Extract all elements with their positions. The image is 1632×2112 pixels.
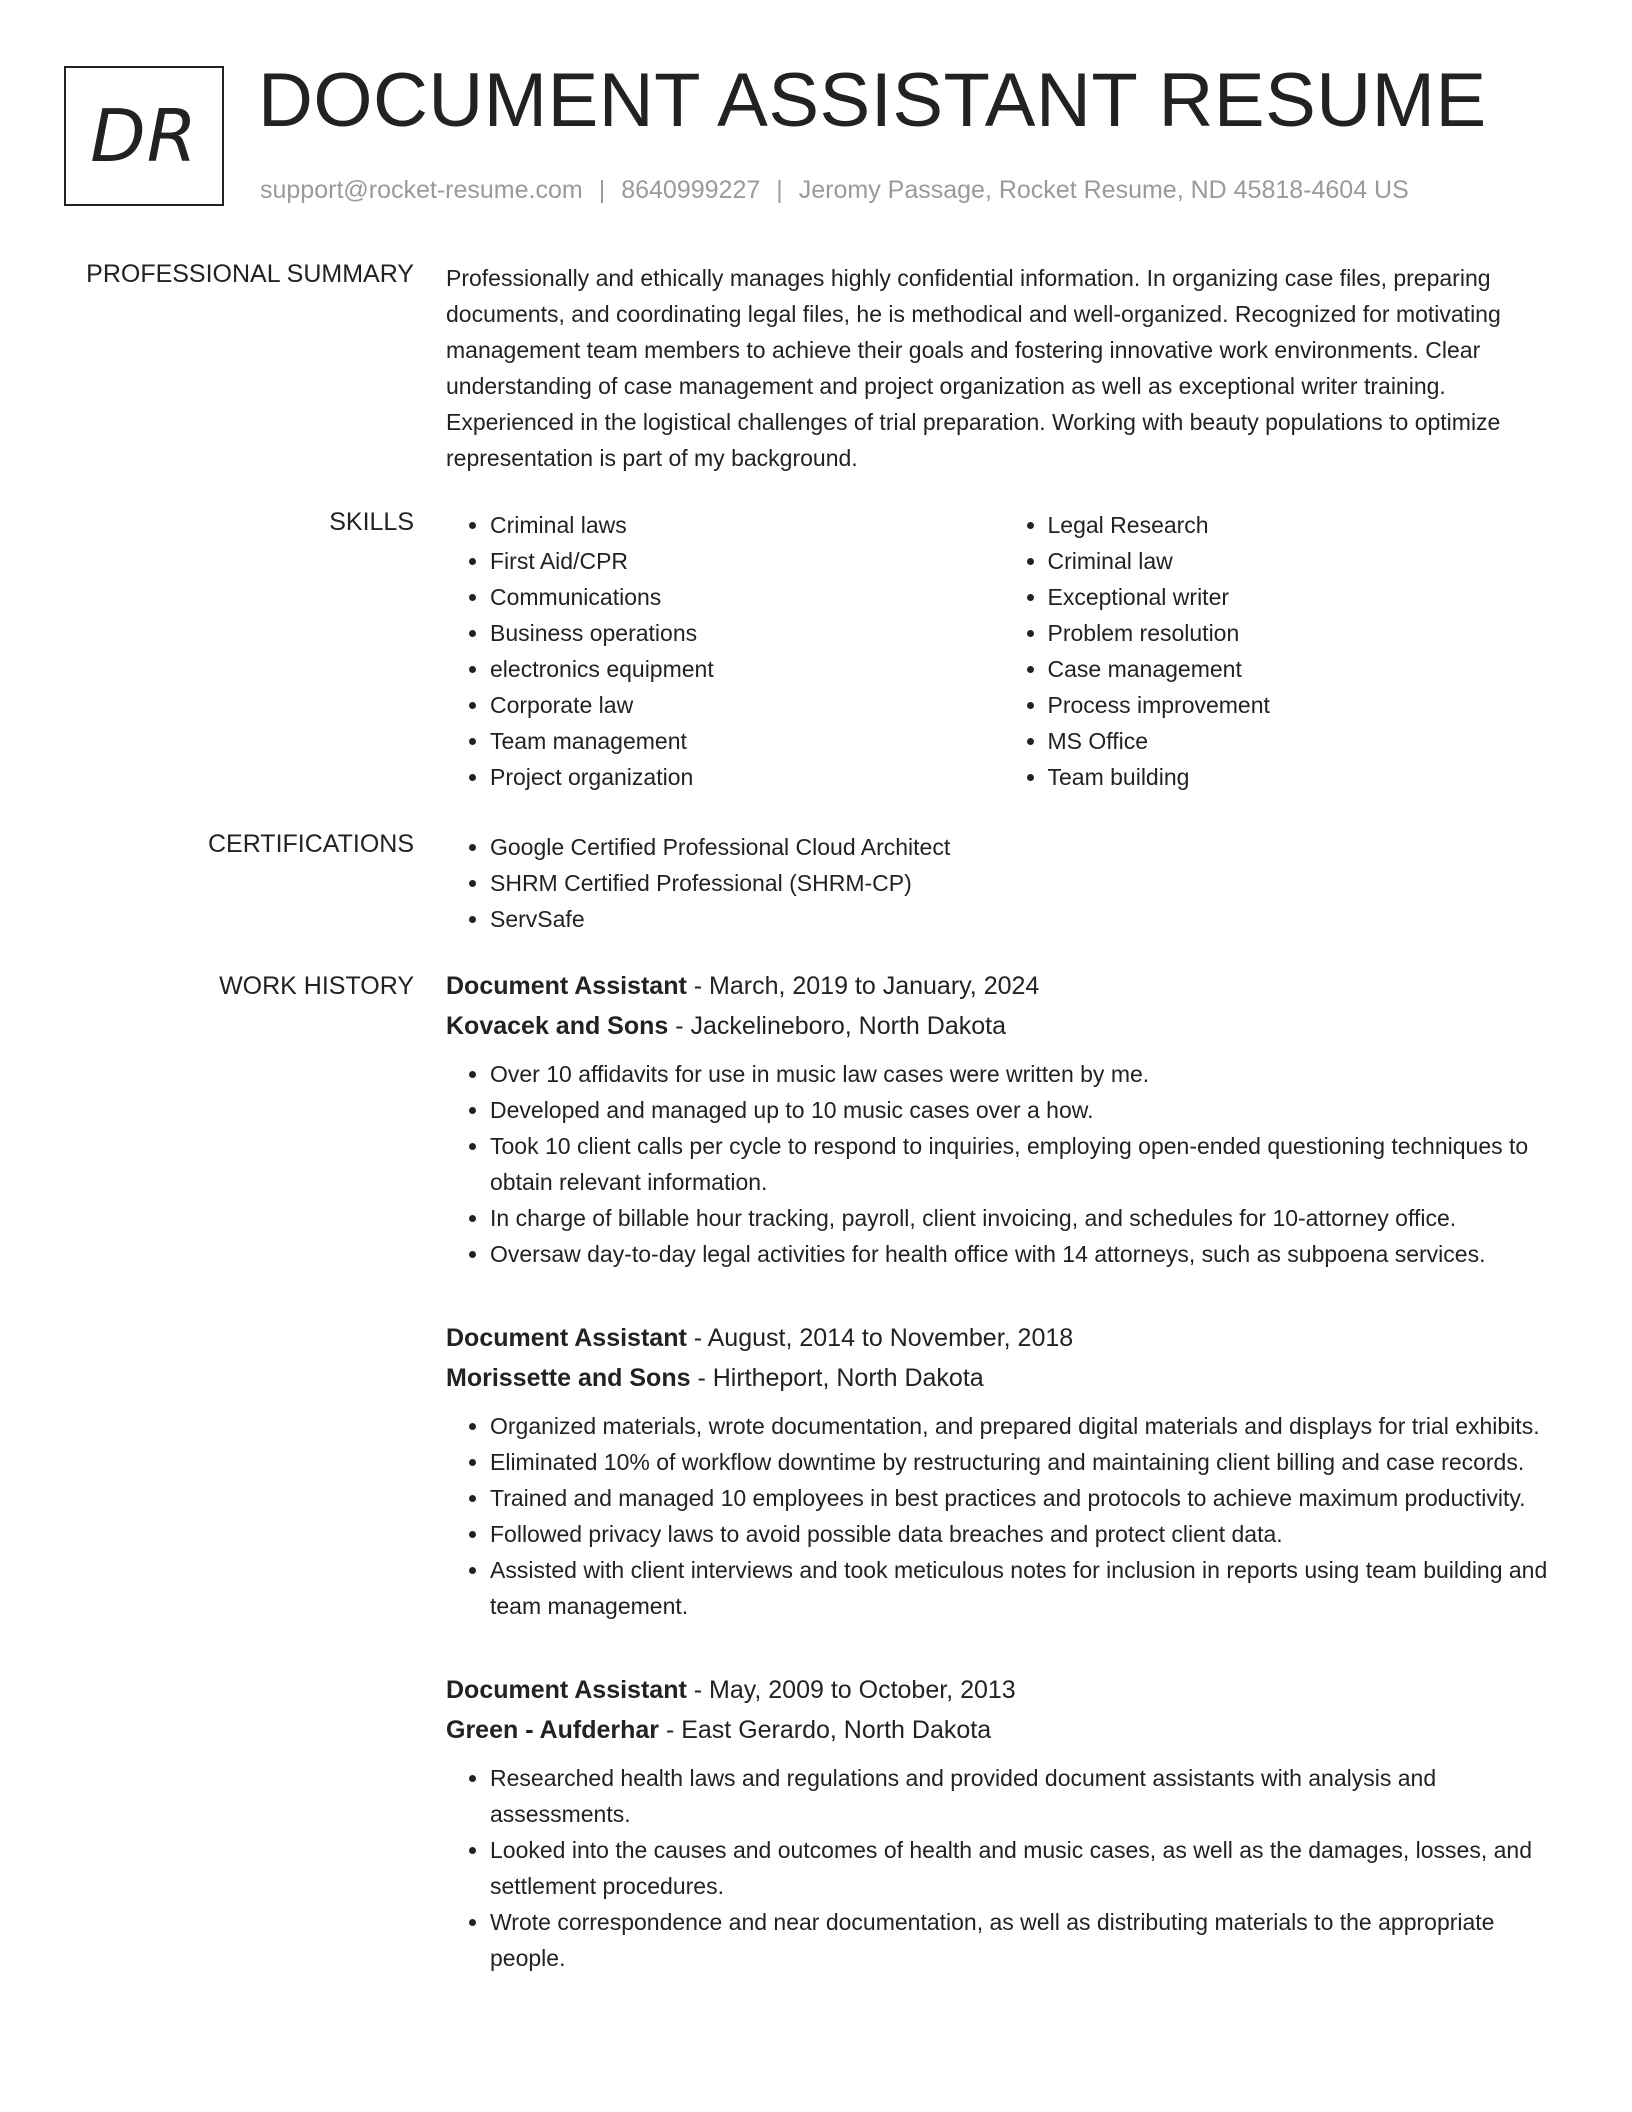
job-bullet: • Eliminated 10% of workflow downtime by restructuring and maintaining client billing and case records.: [490, 1444, 1561, 1480]
summary-text: Professionally and ethically manages highly confidential information. In organizing case files, preparing documents, and coordinating legal files, he is methodical and well-organized. Recognized for motivating management team members to achieve their goals and fostering innovative work environments. Clear understanding of case management and project organization as well as exceptional writer training. Experienced in the logistical challenges of trial preparation. Working with beauty populations to optimize representation is part of my background.: [446, 265, 1501, 471]
job-title-line: [446, 1318, 1561, 1358]
certifications-heading: CERTIFICATIONS: [207, 830, 414, 858]
skill-item: • Problem resolution: [1048, 615, 1562, 651]
job-bullet: • Organized materials, wrote documentation, and prepared digital materials and displays for trial exhibits.: [490, 1408, 1561, 1444]
certification-item: • Google Certified Professional Cloud Architect: [490, 829, 1561, 865]
skill-item: • Case management: [1048, 651, 1562, 687]
job-entry: [446, 966, 1561, 1272]
job-bullet: • Took 10 client calls per cycle to respond to inquiries, employing open-ended questioning techniques to obtain relevant information.: [490, 1128, 1561, 1200]
skill-item: • First Aid/CPR: [490, 543, 1004, 579]
job-title: Document Assistant: [446, 1324, 687, 1352]
job-entry: [446, 1318, 1561, 1624]
job-bullet: • Over 10 affidavits for use in music law cases were written by me.: [490, 1056, 1561, 1092]
contact-address: Jeromy Passage, Rocket Resume, ND 45818-4604 US: [798, 176, 1409, 204]
skill-item: • Project organization: [490, 759, 1004, 795]
skill-item: • Process improvement: [1048, 687, 1562, 723]
summary-heading: PROFESSIONAL SUMMARY: [86, 260, 414, 288]
contact-separator: |: [776, 176, 783, 204]
job-title: Document Assistant: [446, 1676, 687, 1704]
job-company: Morissette and Sons: [446, 1364, 691, 1392]
job-bullet: • In charge of billable hour tracking, payroll, client invoicing, and schedules for 10-attorney office.: [490, 1200, 1561, 1236]
resume-title: DOCUMENT ASSISTANT RESUME: [258, 58, 1487, 143]
certification-item: • ServSafe: [490, 901, 1561, 937]
job-bullet: • Developed and managed up to 10 music cases over a how.: [490, 1092, 1561, 1128]
skill-item: • Exceptional writer: [1048, 579, 1562, 615]
job-company: Kovacek and Sons: [446, 1012, 669, 1040]
job-bullet: • Wrote correspondence and near documentation, as well as distributing materials to the appropriate people.: [490, 1904, 1561, 1976]
certifications-list: [446, 829, 1561, 937]
job-dates: - March, 2019 to January, 2024: [686, 972, 1040, 1000]
job-bullets: [446, 1056, 1561, 1272]
job-dates: - August, 2014 to November, 2018: [686, 1324, 1074, 1352]
skill-item: • Corporate law: [490, 687, 1004, 723]
skill-item: • Criminal law: [1048, 543, 1562, 579]
job-company-line: [446, 1710, 1561, 1750]
contact-phone: 8640999227: [621, 176, 761, 204]
job-bullet: • Followed privacy laws to avoid possible data breaches and protect client data.: [490, 1516, 1561, 1552]
job-bullets: [446, 1408, 1561, 1624]
jobs-container: [446, 966, 1561, 2022]
job-title-line: [446, 1670, 1561, 1710]
contact-email: support@rocket-resume.com: [260, 176, 583, 204]
skill-item: • Criminal laws: [490, 507, 1004, 543]
contact-separator: |: [598, 176, 606, 204]
job-title-line: [446, 966, 1561, 1006]
job-title: Document Assistant: [446, 972, 687, 1000]
monogram-box: [64, 66, 224, 206]
job-location: - East Gerardo, North Dakota: [659, 1716, 992, 1744]
job-company-line: [446, 1006, 1561, 1046]
skills-grid: [446, 507, 1561, 795]
job-company: Green - Aufderhar: [446, 1716, 660, 1744]
job-location: - Jackelineboro, North Dakota: [668, 1012, 1006, 1040]
job-bullet: • Trained and managed 10 employees in best practices and protocols to achieve maximum productivity.: [490, 1480, 1561, 1516]
skill-item: • Communications: [490, 579, 1004, 615]
contact-line: [260, 174, 1409, 206]
job-dates: - May, 2009 to October, 2013: [686, 1676, 1016, 1704]
job-bullet: • Looked into the causes and outcomes of health and music cases, as well as the damages, losses, and settlement procedures.: [490, 1832, 1561, 1904]
job-bullet: • Oversaw day-to-day legal activities for health office with 14 attorneys, such as subpoena services.: [490, 1236, 1561, 1272]
skill-item: • Business operations: [490, 615, 1004, 651]
job-bullet: • Assisted with client interviews and took meticulous notes for inclusion in reports using team building and team management.: [490, 1552, 1561, 1624]
monogram-initials: DR: [90, 94, 198, 178]
work-history-heading: WORK HISTORY: [219, 972, 414, 1000]
skills-heading: SKILLS: [329, 508, 414, 536]
skills-list-right: [1004, 507, 1562, 795]
certification-item: • SHRM Certified Professional (SHRM-CP): [490, 865, 1561, 901]
skill-item: • MS Office: [1048, 723, 1562, 759]
job-location: - Hirtheport, North Dakota: [690, 1364, 984, 1392]
job-company-line: [446, 1358, 1561, 1398]
skill-item: • Legal Research: [1048, 507, 1562, 543]
skills-list-left: [446, 507, 1004, 795]
job-entry: [446, 1670, 1561, 1976]
skill-item: • Team management: [490, 723, 1004, 759]
job-bullets: [446, 1760, 1561, 1976]
job-bullet: • Researched health laws and regulations and provided document assistants with analysis and assessments.: [490, 1760, 1561, 1832]
skill-item: • electronics equipment: [490, 651, 1004, 687]
skill-item: • Team building: [1048, 759, 1562, 795]
